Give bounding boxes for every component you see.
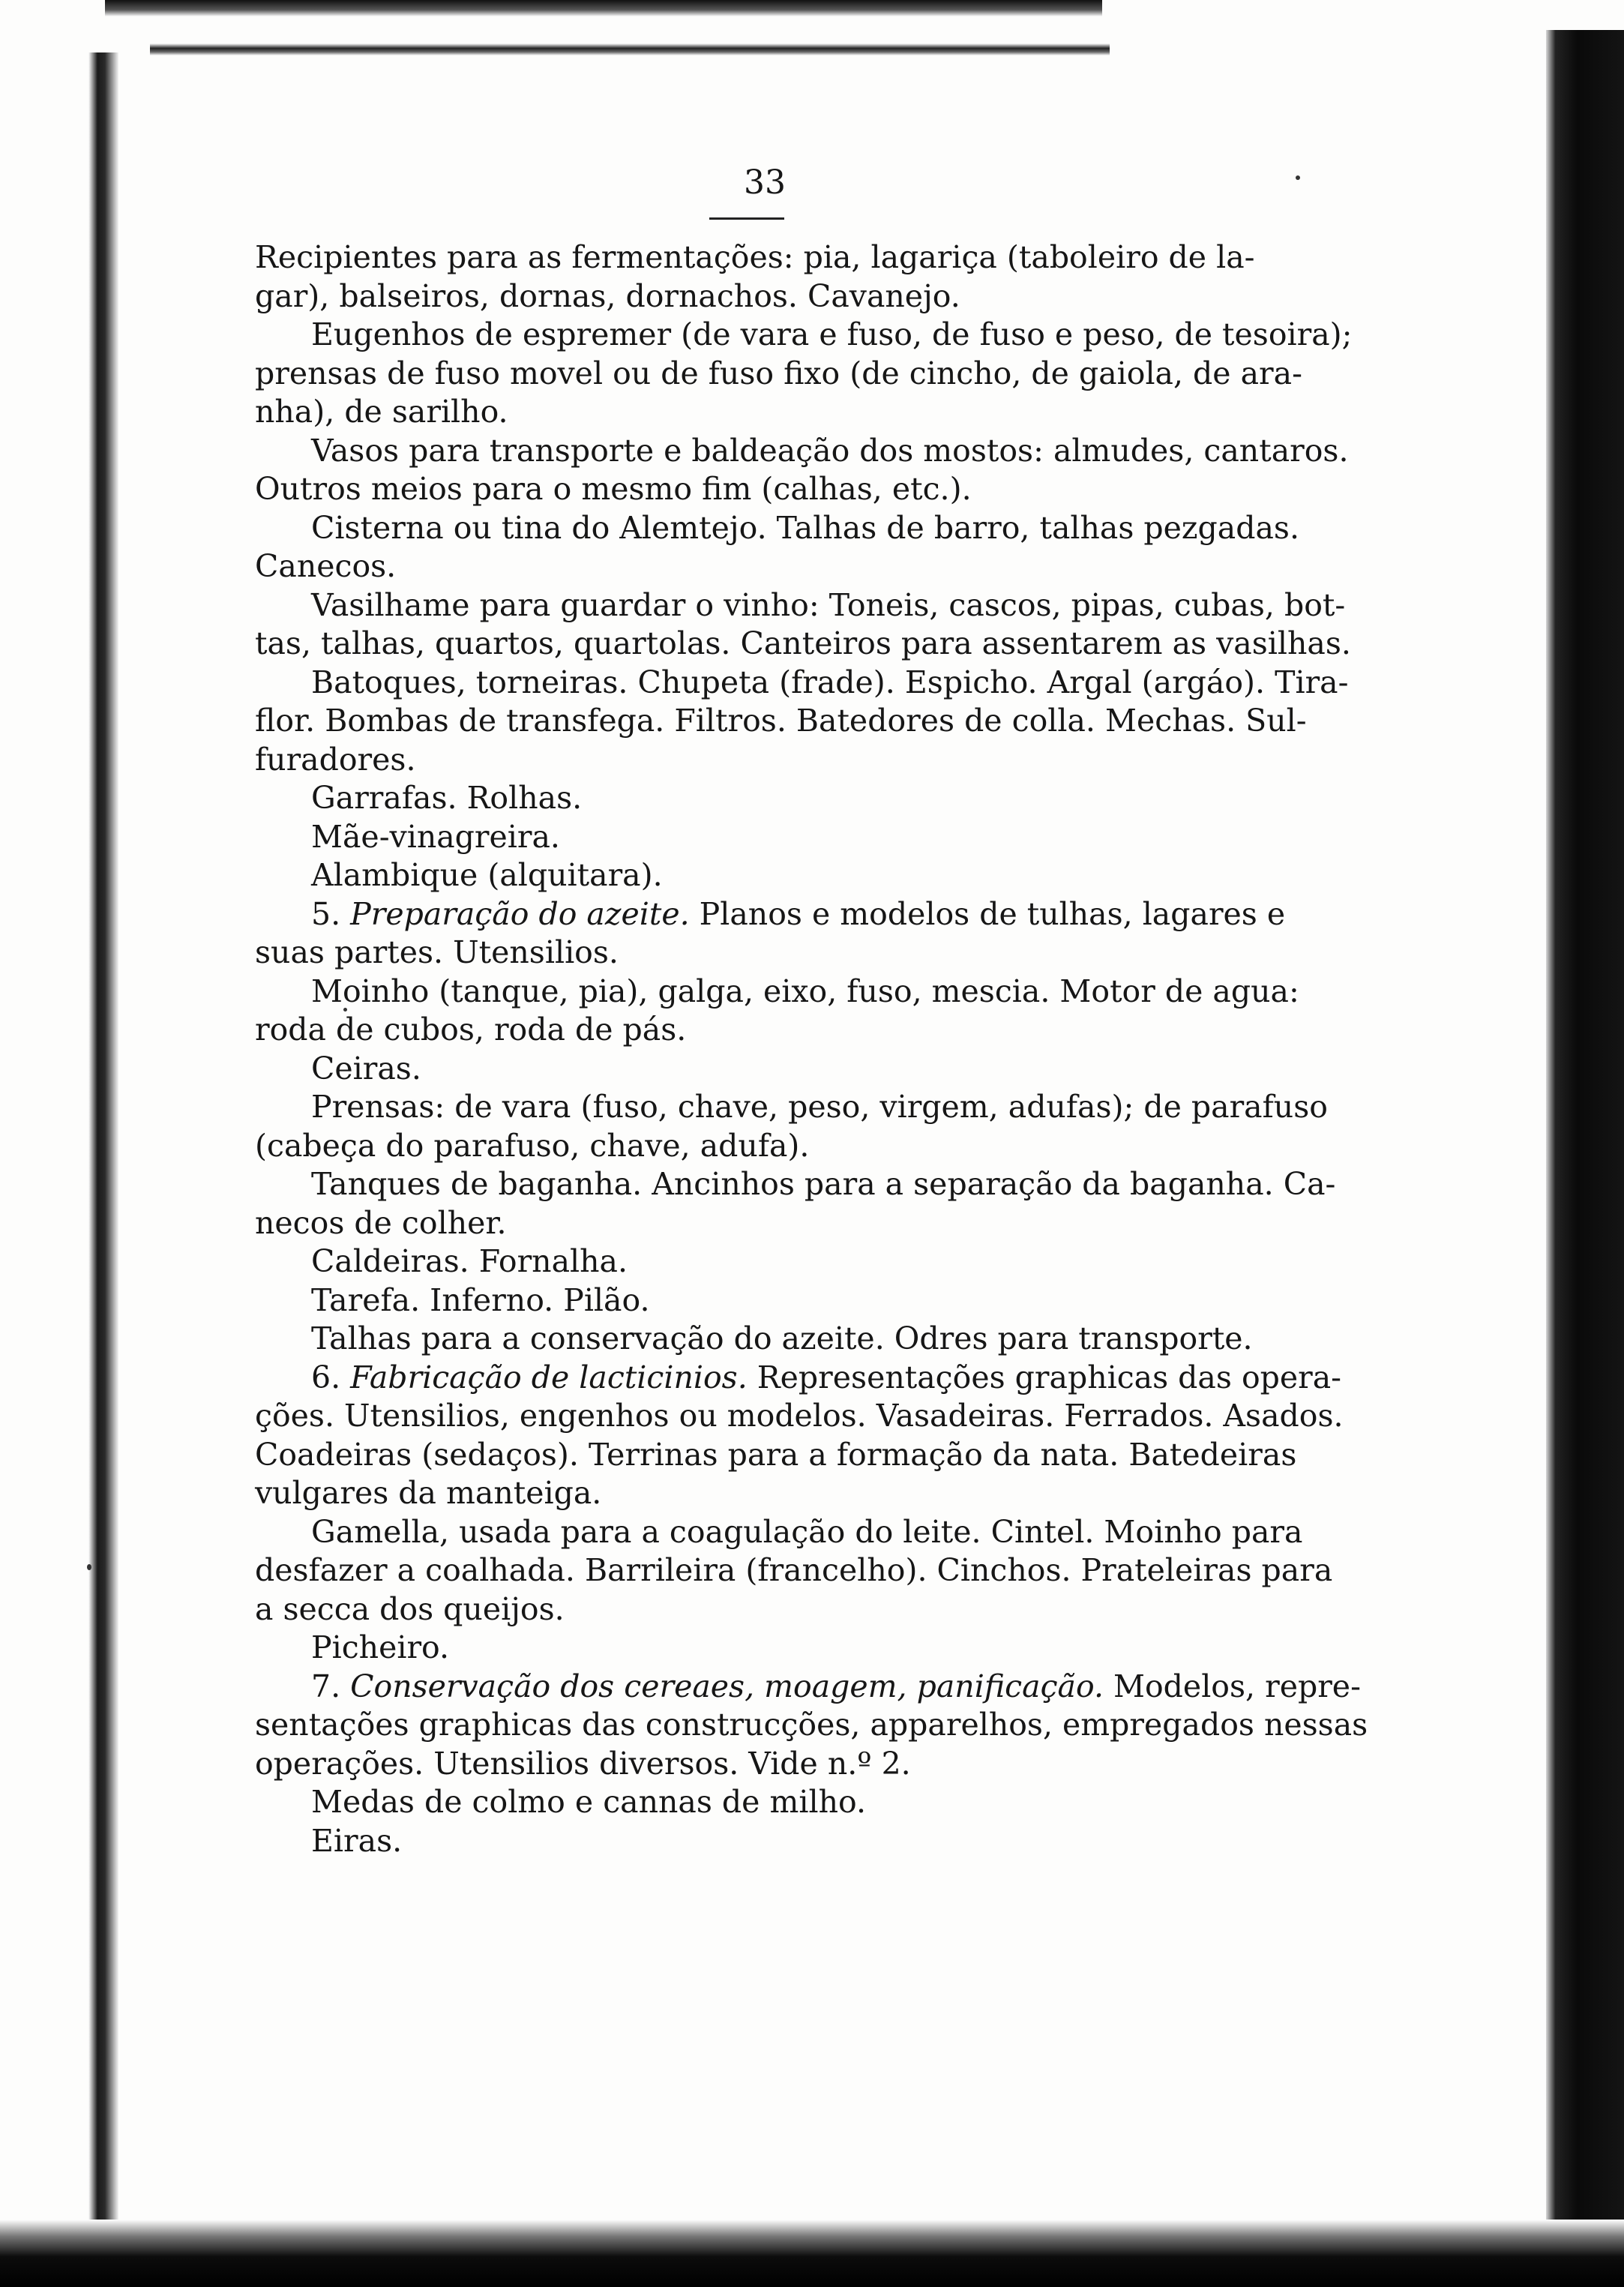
text-segment: desfazer a coalhada. Barrileira (francelho). Cinchos. Prateleiras para [255, 1552, 1333, 1588]
text-line [255, 1668, 1361, 1707]
text-segment: Prensas: de vara (fuso, chave, peso, virgem, adufas); de parafuso [311, 1089, 1328, 1125]
scan-speck [87, 1564, 91, 1570]
text-segment: Cisterna ou tina do Alemtejo. Talhas de barro, talhas pezgadas. [311, 509, 1299, 546]
text-line [255, 1204, 1245, 1243]
text-segment: operações. Utensilios diversos. Vide n.º 2. [255, 1745, 911, 1782]
text-segment: tas, talhas, quartos, quartolas. Canteiros para assentarem as vasilhas. [255, 625, 1351, 661]
page-number-rule [709, 217, 784, 220]
text-line [255, 934, 1245, 973]
text-line [255, 625, 1351, 664]
scan-edge-top [105, 0, 1102, 16]
text-segment: Alambique (alquitara). [311, 857, 663, 893]
text-segment: Garrafas. Rolhas. [311, 780, 583, 816]
text-line [255, 470, 1245, 509]
text-line [255, 393, 1245, 432]
text-segment: Eiras. [311, 1822, 403, 1859]
text-segment: furadores. [255, 741, 416, 778]
text-segment: Tarefa. Inferno. Pilão. [311, 1281, 650, 1318]
text-line [255, 432, 1349, 471]
text-line [255, 238, 1255, 277]
text-segment: Medas de colmo e cannas de milho. [311, 1784, 866, 1820]
text-segment: Modelos, repre- [1103, 1668, 1361, 1704]
text-line [255, 1551, 1333, 1590]
text-segment: Ceiras. [311, 1050, 421, 1087]
text-segment: flor. Bombas de transfega. Filtros. Batedores de colla. Mechas. Sul- [255, 703, 1307, 739]
text-line [255, 277, 1245, 316]
text-segment: a secca dos queijos. [255, 1590, 565, 1627]
text-segment: Caldeiras. Fornalha. [311, 1243, 628, 1279]
text-line [255, 1436, 1297, 1475]
text-segment: sentações graphicas das construcções, apparelhos, empregados nessas [255, 1707, 1368, 1743]
text-segment: 5. [311, 895, 351, 932]
text-line [255, 1822, 1245, 1861]
text-line [255, 1590, 1245, 1629]
text-segment: necos de colher. [255, 1204, 507, 1241]
text-segment: Recipientes para as fermentações: pia, lagariça (taboleiro de la- [255, 239, 1255, 275]
text-segment: Gamella, usada para a coagulação do leite. Cintel. Moinho para [311, 1513, 1303, 1550]
text-segment: Representações graphicas das opera- [747, 1359, 1342, 1395]
scan-edge-top-line [150, 43, 1110, 55]
text-segment: Canecos. [255, 548, 397, 584]
text-line [255, 1088, 1328, 1127]
text-line [255, 741, 1245, 780]
body-text [255, 238, 1368, 1860]
text-line [255, 1242, 1245, 1281]
text-line [255, 779, 1245, 818]
text-line [255, 973, 1299, 1012]
text-line [255, 1359, 1342, 1398]
text-segment: ções. Utensilios, engenhos ou modelos. Vasadeiras. Ferrados. Asados. [255, 1398, 1344, 1434]
text-line [255, 1745, 1245, 1784]
text-line [255, 547, 1245, 586]
text-line [255, 586, 1346, 625]
section-heading: Conservação dos cereaes, moagem, panificação. [350, 1668, 1104, 1704]
text-line [255, 1783, 1245, 1822]
text-segment: 6. [311, 1359, 351, 1395]
text-line [255, 1513, 1303, 1552]
text-line [255, 355, 1302, 394]
text-segment: Eugenhos de espremer (de vara e fuso, de fuso e peso, de tesoira); [311, 316, 1353, 352]
scan-edge-left [88, 52, 118, 2257]
text-line [255, 1706, 1368, 1745]
text-segment: Vasos para transporte e baldeação dos mostos: almudes, cantaros. [311, 432, 1349, 469]
text-line [255, 1281, 1245, 1320]
text-line [255, 818, 1245, 857]
text-line [255, 509, 1299, 548]
text-line [255, 1050, 1245, 1089]
text-segment: Picheiro. [311, 1629, 450, 1665]
text-line [255, 1127, 1245, 1166]
text-segment: prensas de fuso movel ou de fuso fixo (de cincho, de gaiola, de ara- [255, 355, 1302, 391]
text-segment: Mãe-vinagreira. [311, 818, 560, 855]
text-segment: Tanques de baganha. Ancinhos para a separação da baganha. Ca- [311, 1166, 1336, 1202]
text-segment: suas partes. Utensilios. [255, 934, 619, 970]
text-segment: gar), balseiros, dornas, dornachos. Cavanejo. [255, 277, 960, 314]
text-segment: (cabeça do parafuso, chave, adufa). [255, 1127, 810, 1164]
scan-speck [1296, 175, 1300, 180]
text-segment: nha), de sarilho. [255, 394, 508, 430]
text-segment: 7. [311, 1668, 351, 1704]
scan-edge-right [1546, 30, 1624, 2287]
text-segment: Coadeiras (sedaços). Terrinas para a formação da nata. Batedeiras [255, 1436, 1297, 1473]
text-line [255, 1011, 1245, 1050]
text-line [255, 664, 1349, 703]
text-line [255, 1320, 1253, 1359]
text-line [255, 1474, 1245, 1513]
text-line [255, 1629, 1245, 1668]
page-number: 33 [744, 163, 786, 202]
text-segment: Moinho (tanque, pia), galga, eixo, fuso, mescia. Motor de agua: [311, 973, 1299, 1009]
text-segment: vulgares da manteiga. [255, 1475, 602, 1511]
text-segment: Vasilhame para guardar o vinho: Toneis, cascos, pipas, cubas, bot- [311, 586, 1346, 623]
text-line [255, 895, 1286, 934]
text-segment: roda de cubos, roda de pás. [255, 1012, 687, 1048]
section-heading: Fabricação de lacticinios. [350, 1359, 748, 1395]
text-line [255, 1165, 1336, 1204]
text-line [255, 1397, 1344, 1436]
scan-edge-bottom [0, 2220, 1624, 2287]
text-line [255, 316, 1353, 355]
text-segment: Talhas para a conservação do azeite. Odres para transporte. [311, 1320, 1253, 1356]
text-segment: Outros meios para o mesmo fim (calhas, etc.). [255, 471, 972, 507]
text-line [255, 702, 1307, 741]
text-segment: Planos e modelos de tulhas, lagares e [689, 895, 1286, 932]
section-heading: Preparação do azeite. [350, 895, 690, 932]
text-segment: Batoques, torneiras. Chupeta (frade). Espicho. Argal (argáo). Tira- [311, 664, 1349, 700]
text-line [255, 856, 1245, 895]
